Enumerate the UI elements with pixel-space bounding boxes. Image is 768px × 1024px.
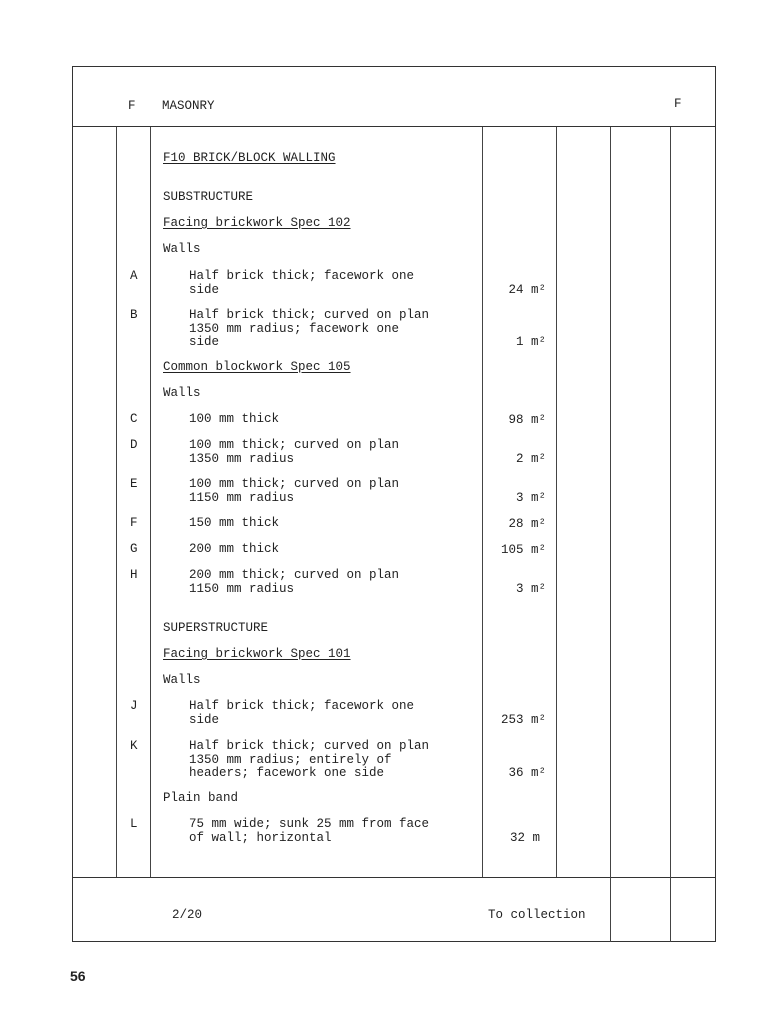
item-quantity: 105 m² [500, 543, 546, 557]
item-description: Half brick thick; curved on plan 1350 mm radius; entirely of headers; facework one side [189, 739, 430, 780]
item-quantity: 253 m² [500, 713, 546, 727]
item-ref: C [130, 412, 138, 426]
item-quantity: 98 m² [508, 413, 546, 427]
item-description: Half brick thick; curved on plan 1350 mm radius; facework one side [189, 308, 430, 349]
item-quantity: 28 m² [508, 517, 546, 531]
item-quantity: 32 m [509, 831, 540, 845]
subheading: Common blockwork Spec 105 [163, 360, 351, 374]
ref-column-rule [116, 127, 117, 877]
section-code: F [128, 99, 136, 113]
item-quantity: 1 m² [515, 335, 546, 349]
rate-column-rule [556, 127, 557, 877]
item-description: 200 mm thick; curved on plan 1150 mm radius [189, 568, 400, 596]
pence-column-rule [670, 127, 671, 942]
item-ref: G [130, 542, 138, 556]
item-quantity: 2 m² [515, 452, 546, 466]
page-number: 56 [70, 968, 86, 984]
amount-column-rule [610, 127, 611, 942]
item-ref: D [130, 438, 138, 452]
footer-rule [72, 877, 716, 878]
item-ref: H [130, 568, 138, 582]
section-title: MASONRY [162, 99, 215, 113]
item-ref: F [130, 516, 138, 530]
page-reference: 2/20 [172, 908, 203, 922]
item-ref: J [130, 699, 138, 713]
item-description: 100 mm thick; curved on plan 1150 mm radius [189, 477, 400, 505]
plain-band-label: Plain band [163, 791, 239, 805]
item-description: Half brick thick; facework one side [189, 269, 415, 297]
item-description: 100 mm thick [189, 412, 280, 426]
section-code-right: F [674, 97, 682, 111]
item-ref: K [130, 739, 138, 753]
walls-label: Walls [163, 386, 201, 400]
main-heading: F10 BRICK/BLOCK WALLING [163, 151, 336, 165]
item-ref: A [130, 269, 138, 283]
item-description: 100 mm thick; curved on plan 1350 mm radius [189, 438, 400, 466]
item-quantity: 3 m² [515, 491, 546, 505]
item-description: Half brick thick; facework one side [189, 699, 415, 727]
item-ref: B [130, 308, 138, 322]
walls-label: Walls [163, 242, 201, 256]
item-quantity: 36 m² [508, 766, 546, 780]
item-ref: L [130, 817, 138, 831]
item-quantity: 3 m² [515, 582, 546, 596]
item-quantity: 24 m² [508, 283, 546, 297]
walls-label: Walls [163, 673, 201, 687]
item-description: 75 mm wide; sunk 25 mm from face of wall; horizontal [189, 817, 430, 845]
to-collection-label: To collection [488, 908, 586, 922]
item-description: 200 mm thick [189, 542, 280, 556]
subheading: Facing brickwork Spec 102 [163, 216, 351, 230]
group-title: SUPERSTRUCTURE [163, 621, 269, 635]
item-description: 150 mm thick [189, 516, 280, 530]
group-title: SUBSTRUCTURE [163, 190, 254, 204]
item-ref: E [130, 477, 138, 491]
desc-column-rule [150, 127, 151, 877]
subheading: Facing brickwork Spec 101 [163, 647, 351, 661]
header-rule [72, 126, 716, 127]
